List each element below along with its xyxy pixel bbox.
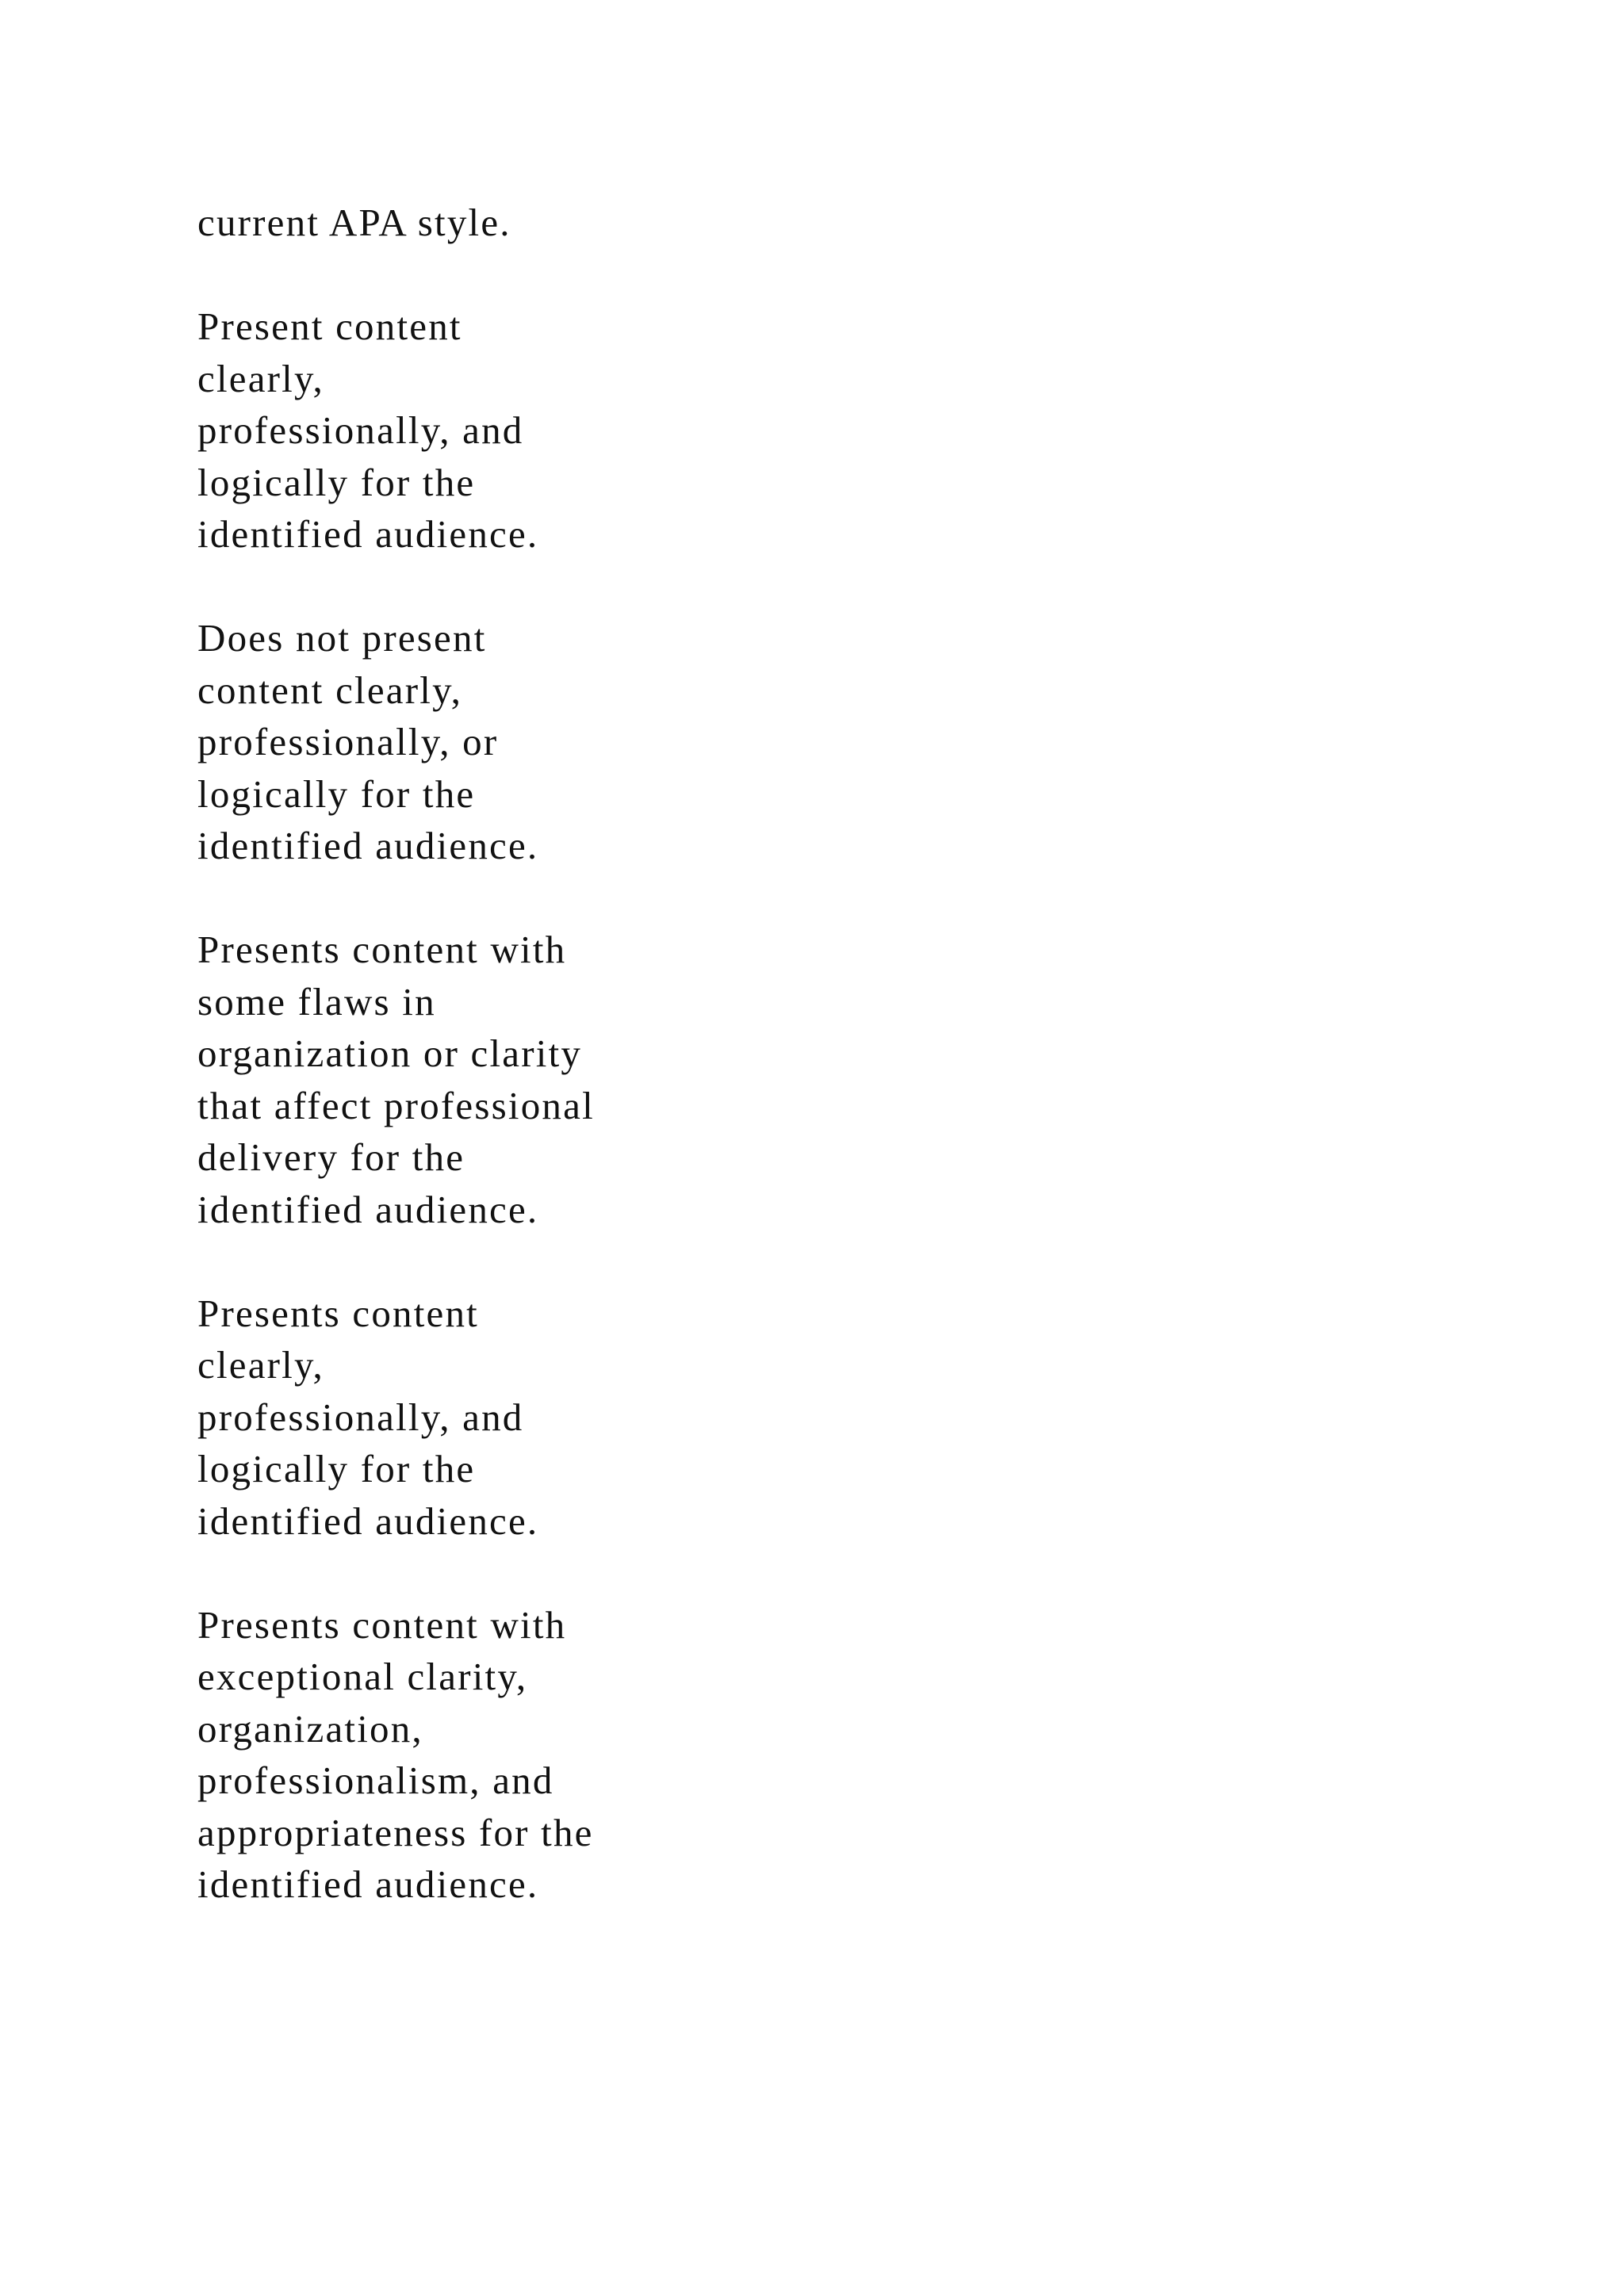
paragraph-exceptional-clarity: Presents content with exceptional clarity, organization, professionalism, and appropriateness for the identified audience. — [197, 1602, 594, 1906]
paragraph-some-flaws: Presents content with some flaws in organization or clarity that affect professional delivery for the identified audience. — [197, 928, 595, 1231]
paragraph-does-not-present: Does not present content clearly, professionally, or logically for the identified audience. — [197, 616, 539, 867]
text-column — [197, 197, 911, 1911]
paragraph-present-content: Present content clearly, professionally, and logically for the identified audience. — [197, 304, 539, 556]
paragraph-apa-style: current APA style. — [197, 201, 511, 244]
paragraph-presents-clearly: Presents content clearly, professionally, and logically for the identified audience. — [197, 1291, 539, 1543]
